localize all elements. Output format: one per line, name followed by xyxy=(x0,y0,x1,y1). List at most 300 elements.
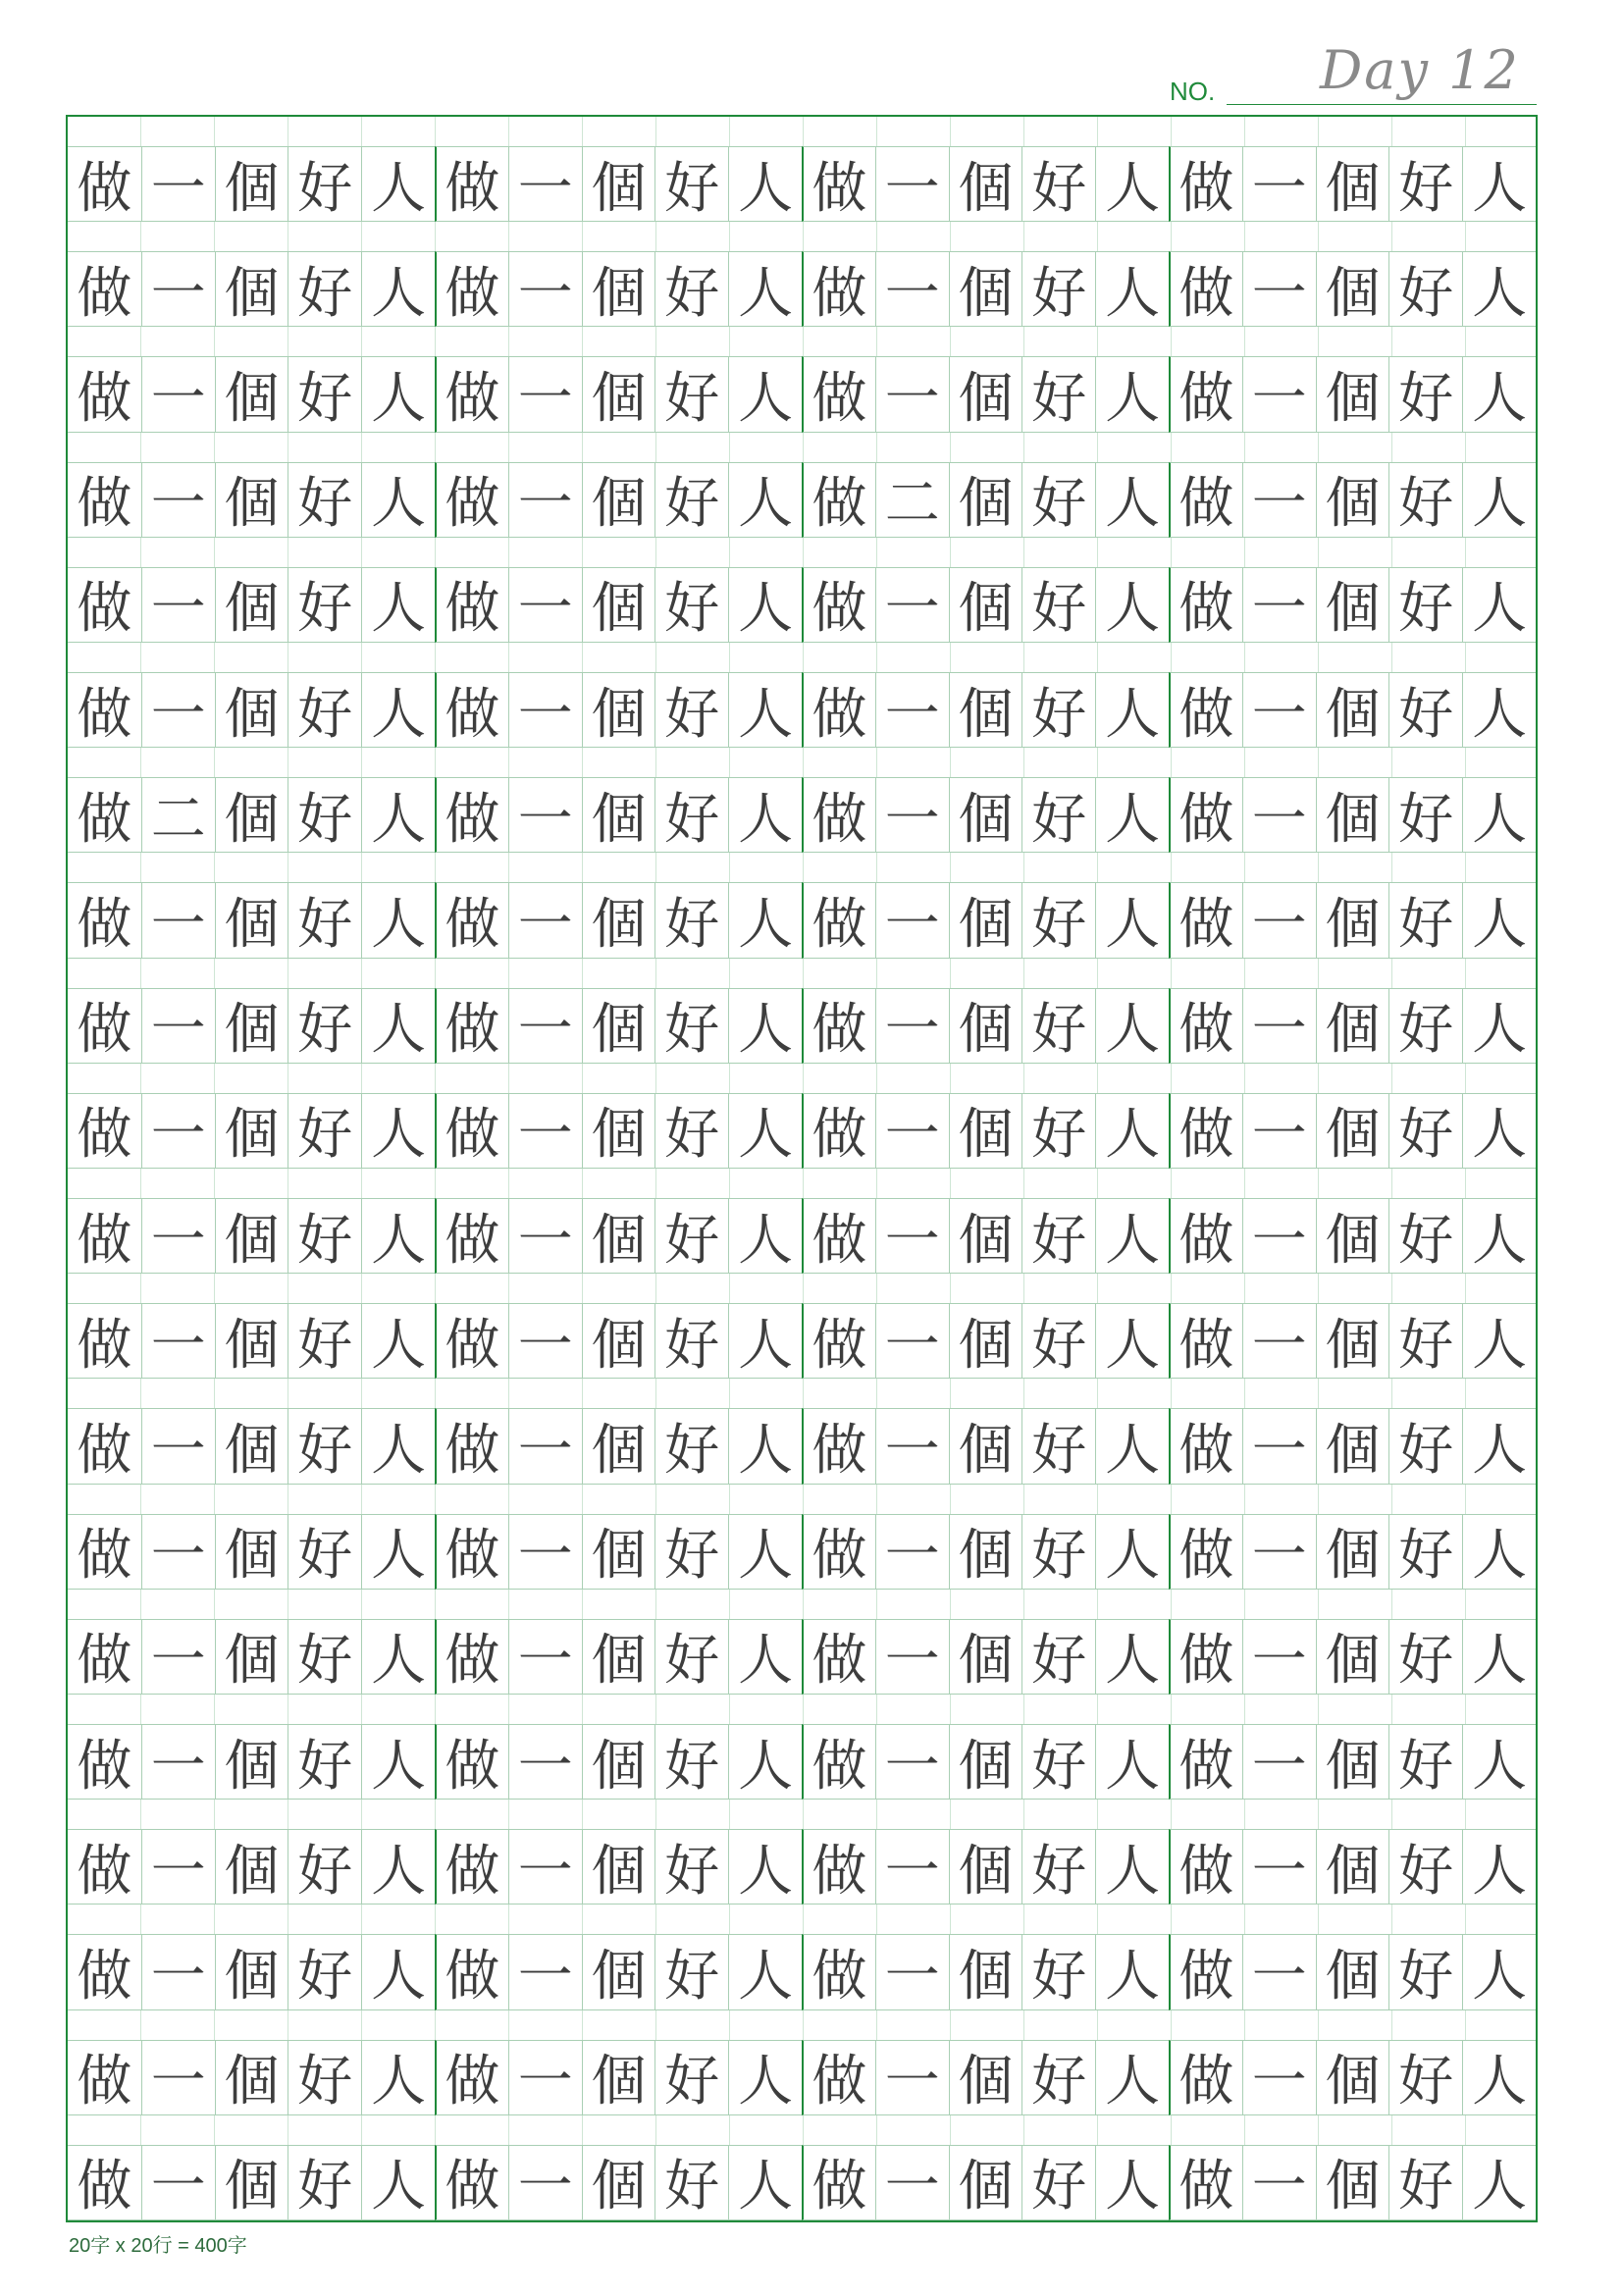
grid-cell: 個 xyxy=(215,1198,288,1274)
grid-cell: 個 xyxy=(1316,882,1389,958)
grid-cell: 做 xyxy=(802,1198,875,1274)
grid-cell: 人 xyxy=(1095,356,1169,432)
grid-cell: 人 xyxy=(1095,2040,1169,2115)
grid-cell: 一 xyxy=(141,1829,215,1905)
grid-cell: 一 xyxy=(141,882,215,958)
grid-cell: 好 xyxy=(1021,882,1095,958)
grid-cell: 做 xyxy=(802,672,875,748)
grid-cell: 個 xyxy=(1316,2145,1389,2220)
grid-cell: 好 xyxy=(1388,567,1462,643)
grid-cell: 個 xyxy=(582,1724,655,1800)
grid-cell: 好 xyxy=(654,146,728,222)
grid-cell: 個 xyxy=(582,2145,655,2220)
grid-cell: 好 xyxy=(1388,1093,1462,1169)
grid-cell: 一 xyxy=(875,1724,949,1800)
grid-cell: 個 xyxy=(949,356,1022,432)
grid-cell: 一 xyxy=(1242,1619,1316,1695)
grid-cell: 個 xyxy=(582,882,655,958)
grid-cell: 人 xyxy=(728,356,802,432)
grid-cell: 個 xyxy=(215,988,288,1064)
grid-cell: 個 xyxy=(1316,672,1389,748)
grid-row xyxy=(68,1198,1536,1274)
grid-cell: 做 xyxy=(1169,1514,1242,1590)
row-gutter xyxy=(68,2115,1536,2145)
grid-cell: 人 xyxy=(361,1198,435,1274)
grid-cell: 一 xyxy=(1242,882,1316,958)
grid-cell: 一 xyxy=(875,2040,949,2115)
grid-cell: 好 xyxy=(288,1303,361,1379)
grid-cell: 好 xyxy=(1388,1514,1462,1590)
grid-cell: 好 xyxy=(288,251,361,327)
grid-row xyxy=(68,988,1536,1064)
grid-cell: 人 xyxy=(1462,462,1536,538)
grid-cell: 做 xyxy=(1169,672,1242,748)
row-gutter xyxy=(68,1800,1536,1829)
grid-capacity-note: 20字 x 20行 = 400字 xyxy=(69,2235,247,2257)
grid-cell: 好 xyxy=(1388,1619,1462,1695)
grid-cell: 做 xyxy=(1169,777,1242,853)
grid-cell: 人 xyxy=(361,1724,435,1800)
grid-row xyxy=(68,1724,1536,1800)
grid-cell: 好 xyxy=(288,2145,361,2220)
grid-cell: 一 xyxy=(1242,1829,1316,1905)
grid-cell: 好 xyxy=(288,1724,361,1800)
grid-cell: 個 xyxy=(215,146,288,222)
grid-cell: 好 xyxy=(288,146,361,222)
grid-cell: 做 xyxy=(802,462,875,538)
grid-cell: 人 xyxy=(1095,462,1169,538)
grid-cell: 好 xyxy=(654,2040,728,2115)
grid-cell: 個 xyxy=(1316,251,1389,327)
grid-cell: 一 xyxy=(875,1303,949,1379)
grid-cell: 做 xyxy=(68,462,141,538)
grid-cell: 好 xyxy=(288,777,361,853)
grid-cell: 個 xyxy=(582,1093,655,1169)
grid-cell: 做 xyxy=(435,1724,508,1800)
grid-cell: 個 xyxy=(215,1408,288,1484)
grid-cell: 一 xyxy=(1242,2040,1316,2115)
grid-cell: 一 xyxy=(875,146,949,222)
grid-cell: 一 xyxy=(1242,672,1316,748)
grid-cell: 一 xyxy=(1242,462,1316,538)
grid-cell: 個 xyxy=(582,1198,655,1274)
grid-cell: 好 xyxy=(1021,1829,1095,1905)
grid-cell: 人 xyxy=(1095,1829,1169,1905)
grid-cell: 個 xyxy=(582,672,655,748)
grid-cell: 個 xyxy=(949,882,1022,958)
grid-row xyxy=(68,1303,1536,1379)
grid-cell: 一 xyxy=(508,356,582,432)
grid-cell: 一 xyxy=(875,567,949,643)
grid-cell: 個 xyxy=(215,251,288,327)
grid-cell: 一 xyxy=(508,777,582,853)
grid-cell: 好 xyxy=(288,1514,361,1590)
grid-cell: 人 xyxy=(728,462,802,538)
grid-cell: 個 xyxy=(215,1514,288,1590)
grid-cell: 好 xyxy=(1388,1724,1462,1800)
grid-cell: 個 xyxy=(949,2040,1022,2115)
grid-cell: 好 xyxy=(288,988,361,1064)
grid-cell: 做 xyxy=(802,251,875,327)
grid-cell: 人 xyxy=(728,1408,802,1484)
grid-cell: 好 xyxy=(654,1619,728,1695)
grid-cell: 好 xyxy=(1021,1724,1095,1800)
grid-cell: 一 xyxy=(875,1093,949,1169)
grid-cell: 好 xyxy=(288,1934,361,2009)
grid-cell: 一 xyxy=(141,1619,215,1695)
grid-cell: 一 xyxy=(508,567,582,643)
grid-cell: 做 xyxy=(802,882,875,958)
grid-cell: 做 xyxy=(435,146,508,222)
grid-cell: 好 xyxy=(654,1724,728,1800)
grid-cell: 一 xyxy=(508,1619,582,1695)
grid-cell: 好 xyxy=(1021,1514,1095,1590)
grid-cell: 好 xyxy=(1388,672,1462,748)
grid-cell: 做 xyxy=(68,988,141,1064)
grid-cell: 個 xyxy=(215,1303,288,1379)
grid-cell: 人 xyxy=(1462,882,1536,958)
grid-cell: 個 xyxy=(949,777,1022,853)
grid-cell: 好 xyxy=(1021,356,1095,432)
grid-cell: 一 xyxy=(508,672,582,748)
row-gutter xyxy=(68,959,1536,988)
grid-cell: 一 xyxy=(1242,146,1316,222)
grid-row xyxy=(68,2145,1536,2220)
grid-cell: 好 xyxy=(1021,1303,1095,1379)
grid-cell: 一 xyxy=(875,1829,949,1905)
grid-cell: 做 xyxy=(1169,1829,1242,1905)
grid-cell: 做 xyxy=(1169,882,1242,958)
row-gutter xyxy=(68,1169,1536,1198)
grid-cell: 人 xyxy=(361,777,435,853)
grid-cell: 個 xyxy=(1316,2040,1389,2115)
grid-cell: 個 xyxy=(1316,1408,1389,1484)
grid-cell: 人 xyxy=(1462,777,1536,853)
grid-cell: 做 xyxy=(802,356,875,432)
grid-cell: 好 xyxy=(288,567,361,643)
grid-cell: 人 xyxy=(361,2040,435,2115)
grid-cell: 好 xyxy=(288,1829,361,1905)
grid-cell: 好 xyxy=(654,1198,728,1274)
grid-cell: 做 xyxy=(68,1829,141,1905)
grid-cell: 做 xyxy=(802,567,875,643)
grid-cell: 做 xyxy=(802,988,875,1064)
grid-cell: 一 xyxy=(1242,1303,1316,1379)
grid-cell: 個 xyxy=(582,1514,655,1590)
grid-row xyxy=(68,1093,1536,1169)
grid-cell: 做 xyxy=(68,1198,141,1274)
grid-cell: 一 xyxy=(1242,1408,1316,1484)
grid-cell: 好 xyxy=(654,567,728,643)
grid-cell: 一 xyxy=(875,356,949,432)
grid-cell: 人 xyxy=(728,251,802,327)
grid-cell: 人 xyxy=(728,1724,802,1800)
grid-cell: 好 xyxy=(1021,1934,1095,2009)
grid-cell: 人 xyxy=(1462,251,1536,327)
row-gutter xyxy=(68,222,1536,251)
grid-cell: 做 xyxy=(68,1408,141,1484)
grid-cell: 個 xyxy=(1316,1934,1389,2009)
grid-cell: 人 xyxy=(1462,1303,1536,1379)
grid-cell: 一 xyxy=(508,1303,582,1379)
grid-cell: 個 xyxy=(215,882,288,958)
grid-cell: 個 xyxy=(215,777,288,853)
grid-cell: 做 xyxy=(1169,2040,1242,2115)
grid-cell: 做 xyxy=(1169,988,1242,1064)
grid-cell: 人 xyxy=(1095,1303,1169,1379)
grid-cell: 做 xyxy=(802,777,875,853)
grid-cell: 做 xyxy=(68,1514,141,1590)
grid-cell: 好 xyxy=(654,1934,728,2009)
grid-cell: 做 xyxy=(1169,1198,1242,1274)
grid-cell: 人 xyxy=(1095,1198,1169,1274)
grid-cell: 個 xyxy=(1316,146,1389,222)
grid-cell: 一 xyxy=(141,1303,215,1379)
grid-cell: 個 xyxy=(582,567,655,643)
grid-cell: 好 xyxy=(654,1829,728,1905)
grid-cell: 人 xyxy=(728,2040,802,2115)
grid-cell: 好 xyxy=(1021,988,1095,1064)
grid-cell: 做 xyxy=(68,251,141,327)
grid-cell: 人 xyxy=(1462,1408,1536,1484)
grid-cell: 好 xyxy=(1388,146,1462,222)
grid-row xyxy=(68,1408,1536,1484)
grid-cell: 人 xyxy=(1462,1093,1536,1169)
grid-cell: 人 xyxy=(1095,777,1169,853)
grid-cell: 一 xyxy=(1242,1934,1316,2009)
row-gutter xyxy=(68,1379,1536,1408)
grid-cell: 個 xyxy=(1316,988,1389,1064)
grid-cell: 好 xyxy=(654,1514,728,1590)
grid-cell: 做 xyxy=(1169,251,1242,327)
grid-cell: 做 xyxy=(802,2040,875,2115)
grid-cell: 好 xyxy=(288,1198,361,1274)
grid-cell: 做 xyxy=(1169,1093,1242,1169)
grid-cell: 一 xyxy=(141,251,215,327)
grid-cell: 一 xyxy=(508,1514,582,1590)
grid-cell: 做 xyxy=(68,567,141,643)
grid-cell: 個 xyxy=(215,1934,288,2009)
grid-cell: 做 xyxy=(435,356,508,432)
grid-cell: 人 xyxy=(1462,1829,1536,1905)
grid-cell: 好 xyxy=(1021,672,1095,748)
grid-cell: 一 xyxy=(1242,567,1316,643)
grid-cell: 個 xyxy=(1316,1724,1389,1800)
grid-cell: 一 xyxy=(141,988,215,1064)
grid-cell: 一 xyxy=(1242,988,1316,1064)
row-gutter xyxy=(68,1905,1536,1934)
grid-cell: 一 xyxy=(141,1514,215,1590)
grid-cell: 做 xyxy=(68,672,141,748)
grid-cell: 做 xyxy=(802,146,875,222)
grid-cell: 一 xyxy=(141,356,215,432)
grid-cell: 個 xyxy=(949,1093,1022,1169)
grid-cell: 好 xyxy=(654,882,728,958)
grid-cell: 人 xyxy=(1462,356,1536,432)
grid-cell: 一 xyxy=(875,777,949,853)
grid-cell: 人 xyxy=(1095,1408,1169,1484)
grid-cell: 好 xyxy=(288,1619,361,1695)
grid-cell: 一 xyxy=(875,2145,949,2220)
grid-cell: 好 xyxy=(1021,1408,1095,1484)
grid-cell: 一 xyxy=(1242,1198,1316,1274)
grid-cell: 好 xyxy=(654,462,728,538)
grid-cell: 好 xyxy=(1388,2040,1462,2115)
grid-cell: 做 xyxy=(68,2145,141,2220)
grid-cell: 個 xyxy=(215,1619,288,1695)
grid-cell: 做 xyxy=(68,1093,141,1169)
grid-cell: 人 xyxy=(361,1303,435,1379)
grid-cell: 做 xyxy=(435,1093,508,1169)
grid-cell: 人 xyxy=(1462,1619,1536,1695)
grid-cell: 人 xyxy=(361,672,435,748)
grid-cell: 一 xyxy=(875,882,949,958)
grid-cell: 好 xyxy=(1388,1829,1462,1905)
grid-cell: 好 xyxy=(654,1408,728,1484)
grid-row xyxy=(68,1619,1536,1695)
grid-cell: 好 xyxy=(1388,1198,1462,1274)
grid-cell: 個 xyxy=(582,462,655,538)
grid-cell: 好 xyxy=(1388,777,1462,853)
grid-cell: 好 xyxy=(1021,251,1095,327)
grid-cell: 好 xyxy=(1388,356,1462,432)
grid-cell: 個 xyxy=(949,1934,1022,2009)
grid-cell: 做 xyxy=(68,1724,141,1800)
grid-cell: 做 xyxy=(68,1619,141,1695)
no-underline xyxy=(1227,104,1537,105)
grid-cell: 一 xyxy=(508,251,582,327)
no-label: NO. xyxy=(1170,77,1216,106)
grid-cell: 做 xyxy=(802,1514,875,1590)
grid-cell: 個 xyxy=(215,567,288,643)
grid-cell: 一 xyxy=(141,2145,215,2220)
row-gutter xyxy=(68,327,1536,356)
grid-cell: 人 xyxy=(728,672,802,748)
grid-cell: 好 xyxy=(1021,2040,1095,2115)
grid-cell: 做 xyxy=(802,1093,875,1169)
grid-cell: 人 xyxy=(728,988,802,1064)
grid-cell: 一 xyxy=(1242,1724,1316,1800)
grid-cell: 做 xyxy=(1169,146,1242,222)
grid-cell: 做 xyxy=(435,1934,508,2009)
grid-cell: 一 xyxy=(141,2040,215,2115)
grid-cell: 做 xyxy=(68,2040,141,2115)
grid-cell: 好 xyxy=(1021,1093,1095,1169)
grid-cell: 個 xyxy=(215,2040,288,2115)
grid-cell: 人 xyxy=(361,1408,435,1484)
grid-cell: 做 xyxy=(802,1619,875,1695)
grid-cell: 一 xyxy=(1242,1093,1316,1169)
grid-cell: 個 xyxy=(215,1093,288,1169)
grid-cell: 一 xyxy=(141,1934,215,2009)
row-gutter xyxy=(68,643,1536,672)
grid-cell: 做 xyxy=(68,1934,141,2009)
grid-cell: 好 xyxy=(288,2040,361,2115)
grid-row xyxy=(68,882,1536,958)
grid-cell: 二 xyxy=(141,777,215,853)
grid-cell: 人 xyxy=(1095,882,1169,958)
grid-cell: 做 xyxy=(802,1408,875,1484)
grid-cell: 人 xyxy=(1095,2145,1169,2220)
grid-cell: 人 xyxy=(361,1093,435,1169)
grid-cell: 人 xyxy=(1095,1514,1169,1590)
grid-cell: 個 xyxy=(1316,1514,1389,1590)
row-gutter xyxy=(68,1274,1536,1303)
grid-cell: 好 xyxy=(1021,146,1095,222)
grid-cell: 做 xyxy=(435,2145,508,2220)
grid-cell: 人 xyxy=(361,1514,435,1590)
grid-cell: 一 xyxy=(141,1093,215,1169)
grid-cell: 個 xyxy=(1316,567,1389,643)
grid-cell: 個 xyxy=(949,146,1022,222)
grid-cell: 做 xyxy=(435,567,508,643)
grid-cell: 人 xyxy=(1095,146,1169,222)
grid-cell: 個 xyxy=(582,777,655,853)
grid-cell: 一 xyxy=(508,2145,582,2220)
grid-cell: 一 xyxy=(1242,777,1316,853)
grid-cell: 人 xyxy=(728,1829,802,1905)
writing-grid xyxy=(66,115,1538,2222)
grid-cell: 人 xyxy=(1462,1724,1536,1800)
grid-cell: 做 xyxy=(68,356,141,432)
grid-cell: 做 xyxy=(435,1829,508,1905)
grid-cell: 個 xyxy=(582,1408,655,1484)
grid-cell: 好 xyxy=(288,1408,361,1484)
grid-cell: 做 xyxy=(435,1408,508,1484)
grid-row xyxy=(68,672,1536,748)
grid-cell: 人 xyxy=(728,1514,802,1590)
grid-cell: 人 xyxy=(361,567,435,643)
grid-cell: 一 xyxy=(508,882,582,958)
grid-cell: 做 xyxy=(68,146,141,222)
grid-cell: 人 xyxy=(1095,1619,1169,1695)
grid-cell: 好 xyxy=(654,251,728,327)
grid-cell: 人 xyxy=(1462,672,1536,748)
grid-cell: 個 xyxy=(1316,1093,1389,1169)
row-gutter xyxy=(68,433,1536,462)
grid-cell: 個 xyxy=(949,251,1022,327)
grid-cell: 好 xyxy=(1021,1619,1095,1695)
row-gutter xyxy=(68,538,1536,567)
grid-cell: 做 xyxy=(1169,1724,1242,1800)
grid-cell: 個 xyxy=(582,356,655,432)
grid-cell: 一 xyxy=(875,1619,949,1695)
grid-cell: 人 xyxy=(1095,988,1169,1064)
grid-cell: 一 xyxy=(508,462,582,538)
grid-row xyxy=(68,777,1536,853)
grid-cell: 個 xyxy=(1316,1619,1389,1695)
grid-cell: 個 xyxy=(582,2040,655,2115)
grid-cell: 做 xyxy=(802,1303,875,1379)
grid-cell: 一 xyxy=(508,2040,582,2115)
grid-cell: 人 xyxy=(361,356,435,432)
grid-cell: 個 xyxy=(1316,1198,1389,1274)
grid-cell: 好 xyxy=(1388,988,1462,1064)
grid-cell: 好 xyxy=(1021,777,1095,853)
grid-cell: 個 xyxy=(215,1724,288,1800)
grid-cell: 個 xyxy=(215,2145,288,2220)
grid-cell: 人 xyxy=(1095,1093,1169,1169)
grid-cell: 人 xyxy=(728,1934,802,2009)
grid-cell: 個 xyxy=(215,1829,288,1905)
grid-cell: 人 xyxy=(1462,2145,1536,2220)
grid-cell: 好 xyxy=(654,672,728,748)
grid-cell: 好 xyxy=(1021,2145,1095,2220)
grid-cell: 人 xyxy=(728,1198,802,1274)
grid-cell: 好 xyxy=(1021,567,1095,643)
grid-cell: 人 xyxy=(1462,567,1536,643)
grid-cell: 人 xyxy=(361,1934,435,2009)
